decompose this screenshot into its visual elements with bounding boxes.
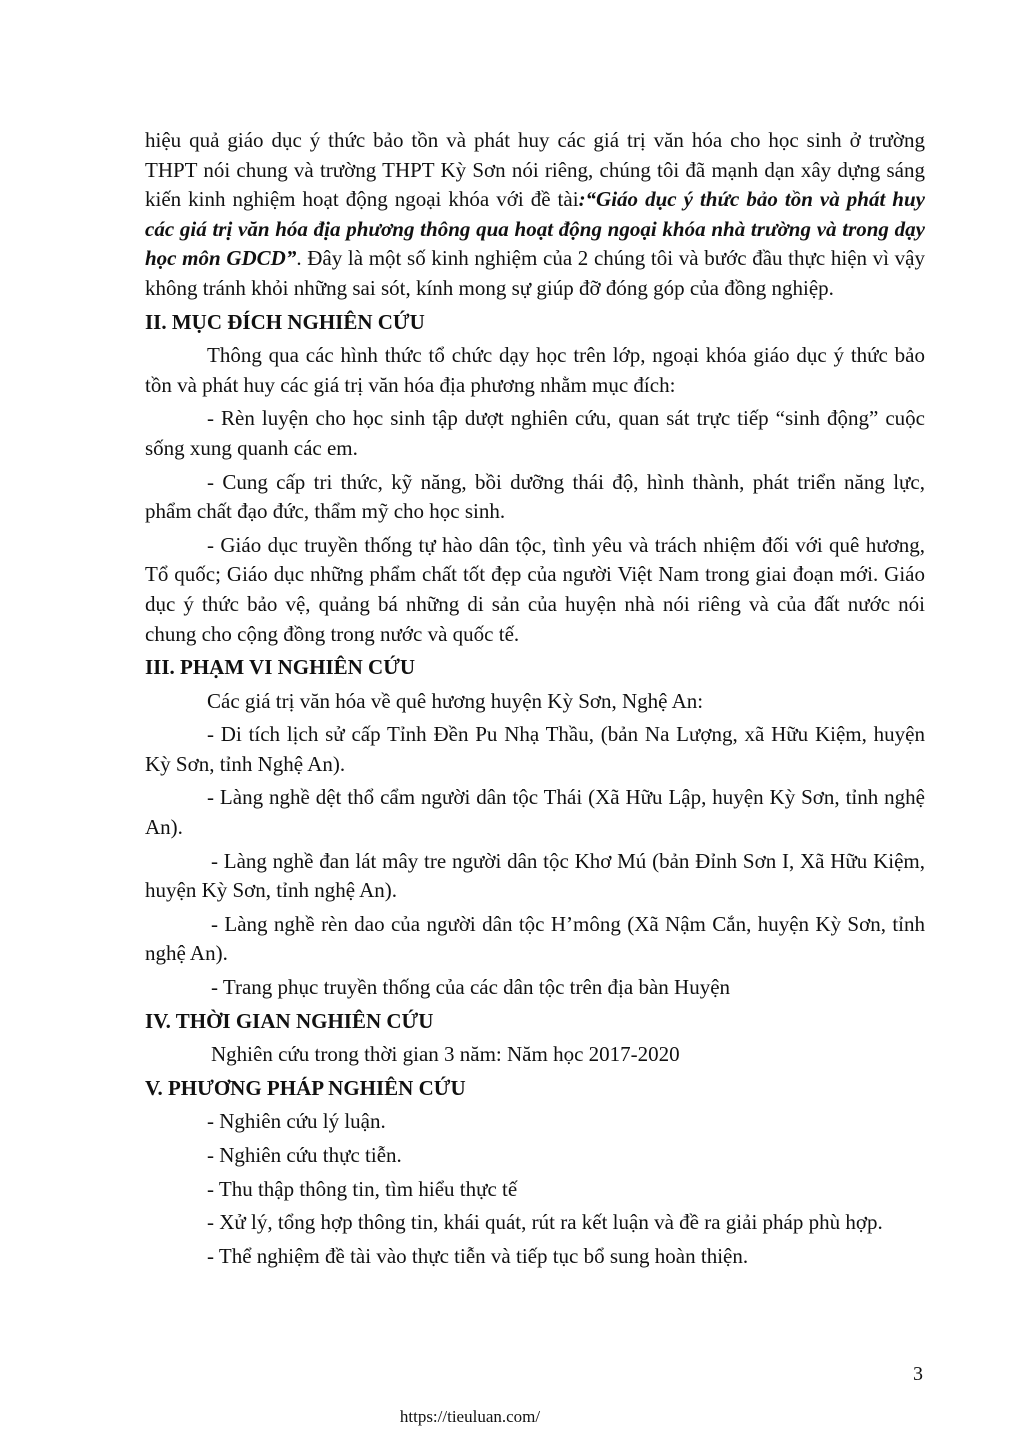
page-number: 3 xyxy=(913,1363,923,1385)
list-item: - Trang phục truyền thống của các dân tộc trên địa bàn Huyện xyxy=(211,975,731,1000)
list-item: - Thể nghiệm đề tài vào thực tiễn và tiếp tục bổ sung hoàn thiện. xyxy=(207,1243,749,1268)
topic-title: :“Giáo dục ý thức bảo tồn và phát huy các giá trị văn hóa địa phương thông qua hoạt động ngoại khóa nhà trường và trong dạy học môn GDCD” xyxy=(145,187,925,271)
list-item: - Rèn luyện cho học sinh tập dượt nghiên cứu, quan sát trực tiếp “sinh động” cuộc sống xung quanh các em. xyxy=(145,406,925,460)
list-item: - Làng nghề đan lát mây tre người dân tộc Khơ Mú (bản Đỉnh Sơn I, Xã Hữu Kiệm, huyện Kỳ Sơn, tỉnh nghệ An). xyxy=(145,848,925,903)
list-item: - Làng nghề dệt thổ cẩm người dân tộc Thái (Xã Hữu Lập, huyện Kỳ Sơn, tỉnh nghệ An). xyxy=(145,785,925,840)
intro-paragraph xyxy=(145,126,925,304)
section-heading: V. PHƯƠNG PHÁP NGHIÊN CỨU xyxy=(145,1075,466,1100)
section-heading: III. PHẠM VI NGHIÊN CỨU xyxy=(145,655,416,680)
list-item: - Thu thập thông tin, tìm hiểu thực tế xyxy=(207,1176,518,1201)
intro-text-end: . Đây là một số kinh nghiệm của 2 chúng tôi và bước đầu thực hiện vì vậy không tránh khỏi những sai sót, kính mong sự giúp đỡ đóng góp của đồng nghiệp. xyxy=(145,246,925,300)
footer-url: https://tieuluan.com/ xyxy=(399,1407,541,1426)
section-text: Nghiên cứu trong thời gian 3 năm: Năm học 2017-2020 xyxy=(211,1042,680,1067)
list-item: - Nghiên cứu lý luận. xyxy=(207,1109,386,1134)
section-heading: II. MỤC ĐÍCH NGHIÊN CỨU xyxy=(145,309,425,334)
list-item: - Giáo dục truyền thống tự hào dân tộc, tình yêu và trách nhiệm đối với quê hương, Tổ quốc; Giáo dục những phẩm chất tốt đẹp của người Việt Nam trong giai đoạn mới. Giáo dục ý thức bảo vệ, quảng bá những di sản của huyện nhà nói riêng và của đất nước nói chung cho cộng đồng trong nước và quốc tế. xyxy=(145,532,925,646)
list-item: - Di tích lịch sử cấp Tỉnh Đền Pu Nhạ Thầu, (bản Na Lượng, xã Hữu Kiệm, huyện Kỳ Sơn, tỉnh Nghệ An). xyxy=(145,722,925,776)
section-lead: Các giá trị văn hóa về quê hương huyện Kỳ Sơn, Nghệ An: xyxy=(207,688,704,713)
section-lead: Thông qua các hình thức tổ chức dạy học trên lớp, ngoại khóa giáo dục ý thức bảo tồn và phát huy các giá trị văn hóa địa phương nhằm mục đích: xyxy=(145,343,925,397)
document-body xyxy=(145,126,925,1271)
list-item: - Xử lý, tổng hợp thông tin, khái quát, rút ra kết luận và đề ra giải pháp phù hợp. xyxy=(207,1210,883,1235)
list-item: - Cung cấp tri thức, kỹ năng, bồi dưỡng thái độ, hình thành, phát triển năng lực, phẩm chất đạo đức, thẩm mỹ cho học sinh. xyxy=(145,469,925,524)
list-item: - Nghiên cứu thực tiễn. xyxy=(207,1143,402,1167)
section-heading: IV. THỜI GIAN NGHIÊN CỨU xyxy=(145,1008,434,1033)
intro-text: hiệu quả giáo dục ý thức bảo tồn và phát huy các giá trị văn hóa cho học sinh ở trường THPT nói chung và trường THPT Kỳ Sơn nói riêng, chúng tôi đã mạnh dạn xây dựng sáng kiến kinh nghiệm hoạt động ngoại khóa với đề tài xyxy=(145,128,925,212)
list-item: - Làng nghề rèn dao của người dân tộc H’mông (Xã Nậm Cắn, huyện Kỳ Sơn, tỉnh nghệ An). xyxy=(145,911,925,966)
